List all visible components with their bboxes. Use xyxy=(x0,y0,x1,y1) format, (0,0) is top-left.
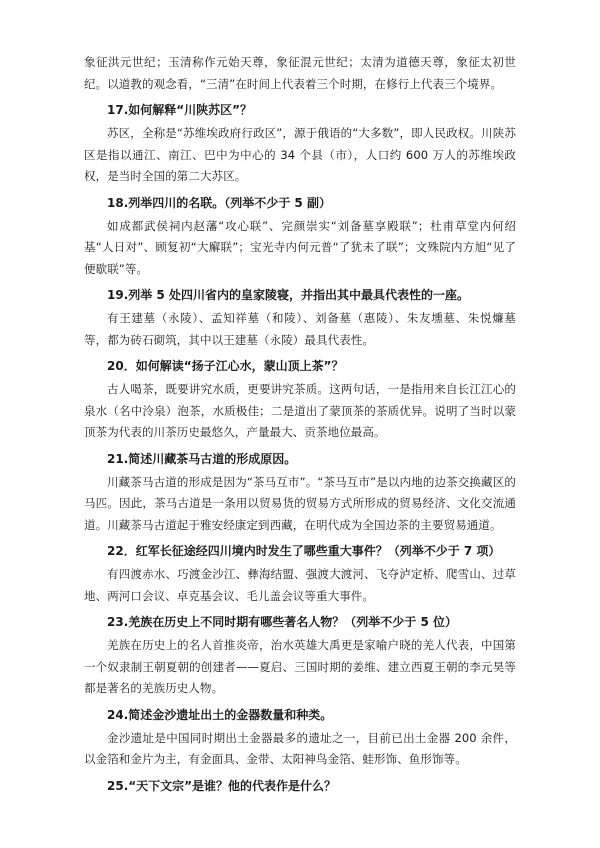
question-19: 19.列举 5 处四川省内的皇家陵寝，并指出其中最具代表性的一座。 xyxy=(107,288,469,302)
question-20: 20．如何解读“扬子江心水，蒙山顶上茶”？ xyxy=(107,359,344,373)
answer-18: 如成都武侯祠内赵藩“攻心联”、完颜崇实“刘备墓享殿联”；杜甫草堂内何绍基“人日对”、顾复初“大廨联”；宝光寺内何元普“了犹未了联”；文殊院内方旭“见了便歇联”等。 xyxy=(84,218,516,276)
answer-21: 川藏茶马古道的形成是因为“茶马互市”。“茶马互市”是以内地的边茶交换藏区的马匹。因此，茶马古道是一条用以贸易货的贸易方式所形成的贸易经济、文化交流通道。川藏茶马古道起于雅安经康定到西藏，在明代成为全国边茶的主要贸易通道。 xyxy=(84,474,516,532)
answer-23: 羌族在历史上的名人首推炎帝，治水英雄大禹更是家喻户晓的羌人代表，中国第一个奴隶制王朝夏朝的创建者——夏启、三国时期的姜维、建立西夏王朝的李元昊等都是著名的羌族历史人物。 xyxy=(84,638,516,695)
answer-24: 金沙遗址是中国同时期出土金器最多的遗址之一，目前已出土金器 200 余件，以金箔和金片为主，有金面具、金带、太阳神鸟金箔、蛙形饰、鱼形饰等。 xyxy=(84,730,516,766)
question-17: 17.如何解释“川陕苏区”？ xyxy=(107,103,253,117)
question-23: 23.羌族在历史上不同时期有哪些著名人物？（列举不少于 5 位） xyxy=(107,615,457,629)
answer-22: 有四渡赤水、巧渡金沙江、彝海结盟、强渡大渡河、飞夺泸定桥、爬雪山、过草地、两河口会议、卓克基会议、毛儿盖会议等重大事件。 xyxy=(84,567,516,603)
question-18: 18.列举四川的名联。（列举不少于 5 副） xyxy=(107,195,331,210)
question-24: 24.简述金沙遗址出土的金器数量和种类。 xyxy=(107,707,333,722)
question-22: 22．红军长征途经四川境内时发生了哪些重大事件？（列举不少于 7 项） xyxy=(107,544,501,558)
question-21: 21.简述川藏茶马古道的形成原因。 xyxy=(107,451,297,466)
answer-20: 古人喝茶，既要讲究水质，更要讲究茶质。这两句话，一是指用来自长江江心的泉水（名中泠泉）泡茶，水质极佳；二是道出了蒙顶茶的茶质优异。说明了当时以蒙顶茶为代表的川茶历史最悠久，产量最大、贡茶地位最高。 xyxy=(84,382,516,439)
answer-17: 苏区，全称是“苏维埃政府行政区”，源于俄语的“大多数”，即人民政权。川陕苏区是指以通江、南江、巴中为中心的 34 个县（市），人口约 600 万人的苏维埃政权，是当时全国的第二大苏区。 xyxy=(84,126,516,183)
answer-19: 有王建墓（永陵）、孟知祥墓（和陵）、刘备墓（惠陵）、朱友壎墓、朱悦燫墓等，都为砖石砌筑，其中以王建墓（永陵）最具代表性。 xyxy=(84,311,516,347)
answer-16-continuation: 象征洪元世纪；玉清称作元始天尊，象征混元世纪；太清为道德天尊，象征太初世纪。以道教的观念看，“三清”在时间上代表着三个时期，在修行上代表三个境界。 xyxy=(84,55,516,91)
question-25: 25.“天下文宗”是谁？他的代表作是什么？ xyxy=(107,778,337,793)
